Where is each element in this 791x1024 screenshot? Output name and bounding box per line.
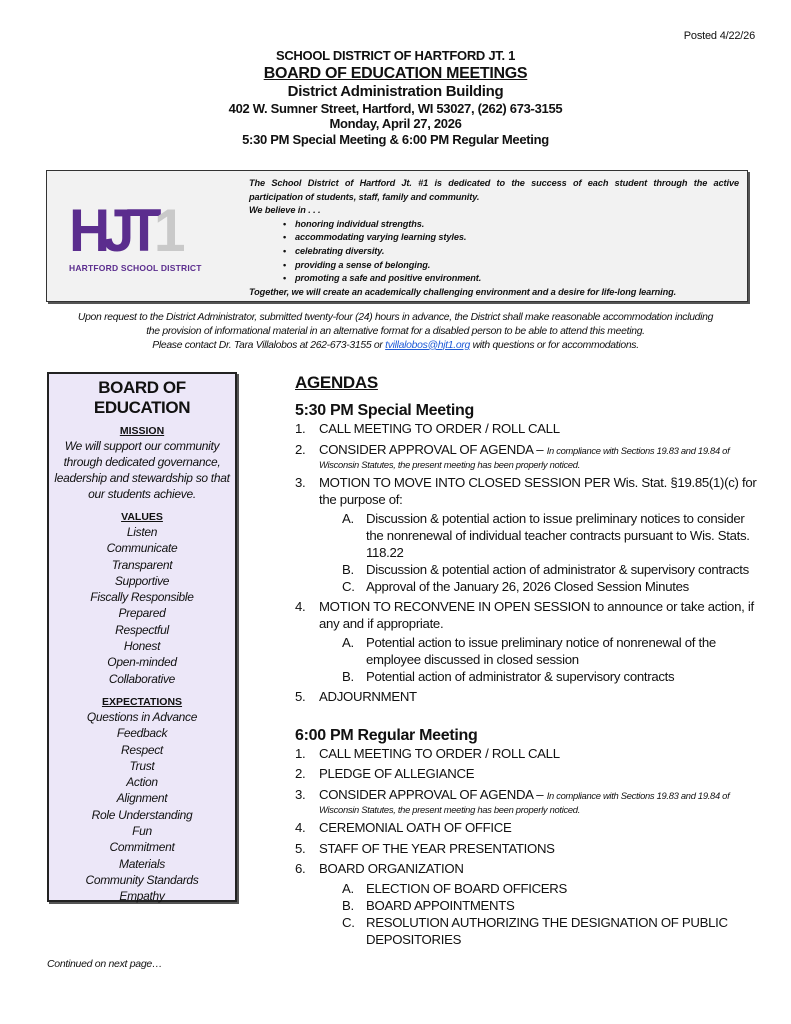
agenda-item (295, 746, 765, 763)
expectation-item: Alignment (116, 791, 168, 806)
agenda-item (295, 841, 765, 858)
sub-item-text: Discussion & potential action of administrator & supervisory contracts (366, 562, 749, 577)
item-text: PLEDGE OF ALLEGIANCE (319, 766, 475, 781)
expectation-item: Trust (129, 758, 155, 773)
expectation-item: Fun (132, 824, 152, 839)
values-list (49, 524, 235, 687)
value-item: Listen (126, 525, 158, 539)
item-number: 2. (295, 766, 306, 781)
agenda-item (295, 421, 765, 438)
continued-note: Continued on next page… (47, 958, 163, 970)
item-number: 6. (295, 861, 306, 876)
expectation-item: Materials (119, 856, 165, 871)
sub-item-list (295, 634, 765, 685)
belief-item: • providing a sense of belonging. (283, 259, 739, 273)
agenda-item (295, 599, 765, 685)
mission-intro-cont: participation of students, staff, family and community. (249, 191, 480, 202)
item-text: CONSIDER APPROVAL OF AGENDA – (319, 786, 547, 802)
expectation-item: Questions in Advance (86, 709, 198, 724)
agenda-item (295, 475, 765, 595)
agenda-sub-item (295, 914, 765, 948)
meeting-date: Monday, April 27, 2026 (329, 116, 462, 132)
belief-item: • accommodating varying learning styles. (283, 231, 739, 245)
item-number: 3. (295, 475, 306, 490)
expectations-heading: EXPECTATIONS (101, 695, 183, 708)
value-item: Fiscally Responsible (90, 590, 194, 605)
meeting-location: District Administration Building (287, 82, 504, 100)
agenda-item (295, 787, 765, 817)
item-text: MOTION TO RECONVENE IN OPEN SESSION to announce or take action, if any and if appropriate. (319, 599, 754, 631)
sub-item-letter: A. (342, 511, 354, 526)
agenda-item (295, 766, 765, 783)
value-item: Transparent (111, 557, 173, 572)
mission-statement (249, 177, 739, 299)
item-number: 5. (295, 689, 306, 704)
sub-item-list (295, 510, 765, 595)
item-number: 2. (295, 441, 306, 457)
belief-item: • celebrating diversity. (283, 245, 739, 259)
item-number: 3. (295, 786, 306, 802)
agenda-sub-item (295, 634, 765, 668)
agendas-title: AGENDAS (295, 373, 378, 392)
belief-lead: We believe in . . . (249, 205, 321, 216)
belief-list (249, 218, 739, 286)
agenda-item (295, 442, 765, 472)
mission-heading: MISSION (119, 425, 165, 437)
item-text: CALL MEETING TO ORDER / ROLL CALL (319, 745, 560, 761)
sub-item-text: BOARD APPOINTMENTS (366, 897, 515, 913)
agendas-section (295, 373, 765, 952)
compliance-note: Wisconsin Statutes, the present meeting has been properly noticed. (319, 459, 581, 470)
mission-closing: Together, we will create an academically challenging environment and a desire for life-long learning. (249, 286, 677, 297)
item-text: ADJOURNMENT (319, 689, 417, 704)
agenda-item (295, 861, 765, 948)
item-text: CONSIDER APPROVAL OF AGENDA – (319, 441, 547, 457)
expectation-item: Feedback (116, 726, 168, 741)
contact-text: with questions or for accommodations. (470, 339, 639, 351)
accommodation-line: the provision of informational material in an alternative format for a disabled person to be able to attend this meeting. (146, 325, 645, 337)
agenda-item (295, 689, 765, 706)
compliance-note: In compliance with Sections 19.83 and 19.84 of (546, 789, 730, 801)
page-title: BOARD OF EDUCATION MEETINGS (263, 64, 528, 82)
value-item: Collaborative (108, 671, 176, 686)
sub-item-text: ELECTION OF BOARD OFFICERS (366, 880, 568, 896)
item-text: CALL MEETING TO ORDER / ROLL CALL (319, 421, 560, 436)
value-item: Open-minded (107, 655, 177, 670)
agenda-sub-item (295, 668, 765, 685)
expectation-item: Action (126, 775, 158, 790)
sub-item-letter: C. (342, 914, 355, 930)
expectation-item: Commitment (109, 840, 175, 855)
sub-item-letter: B. (342, 669, 354, 684)
item-text: MOTION TO MOVE INTO CLOSED SESSION PER Wis. Stat. §19.85(1)(c) for the purpose of: (319, 475, 757, 507)
value-item: Supportive (114, 573, 170, 588)
sub-item-text: Potential action of administrator & supervisory contracts (366, 669, 675, 684)
district-mission-box (46, 170, 748, 302)
accommodation-notice (30, 311, 761, 352)
sub-item-letter: B. (342, 562, 354, 577)
agenda-sub-item (295, 561, 765, 578)
values-heading: VALUES (121, 511, 163, 523)
expectation-item: Empathy (119, 889, 165, 904)
sub-item-text: Approval of the January 26, 2026 Closed Session Minutes (366, 579, 689, 594)
value-item: Honest (123, 639, 161, 654)
agenda-sub-item (295, 880, 765, 897)
agenda-sub-item (295, 510, 765, 561)
compliance-note: In compliance with Sections 19.83 and 19.84 of (546, 444, 730, 456)
district-name: SCHOOL DISTRICT OF HARTFORD JT. 1 (275, 48, 516, 63)
item-text: CEREMONIAL OATH OF OFFICE (319, 820, 512, 835)
agenda-sub-item (295, 578, 765, 595)
contact-text: Please contact Dr. Tara Villalobos at 262-673-3155 or (152, 339, 386, 351)
meeting-address: 402 W. Sumner Street, Hartford, WI 53027, (262) 673-3155 (228, 100, 563, 116)
meeting-times: 5:30 PM Special Meeting & 6:00 PM Regular Meeting (242, 131, 549, 147)
board-mission-text: We will support our community through dedicated governance, leadership and stewardship so that our students achieve. (54, 439, 230, 501)
sub-item-text: RESOLUTION AUTHORIZING THE DESIGNATION OF PUBLIC DEPOSITORIES (366, 914, 728, 947)
belief-item: • honoring individual strengths. (283, 218, 739, 232)
value-item: Respectful (115, 622, 169, 637)
special-meeting-heading: 5:30 PM Special Meeting (295, 402, 474, 419)
sub-item-letter: B. (342, 897, 354, 913)
logo-letters: HJT1 (69, 197, 178, 264)
item-number: 4. (295, 599, 306, 614)
document-header (0, 48, 791, 148)
sub-item-text: Discussion & potential action to issue preliminary notices to consider the nonrenewal of individual teacher contracts pursuant to Wis. Stats. 118.22 (366, 511, 750, 560)
regular-meeting-heading: 6:00 PM Regular Meeting (295, 726, 478, 744)
sub-item-letter: A. (342, 635, 354, 650)
item-text: STAFF OF THE YEAR PRESENTATIONS (319, 840, 555, 856)
agenda-sub-item (295, 897, 765, 914)
sub-item-letter: A. (342, 880, 354, 896)
mission-intro: The School District of Hartford Jt. #1 is dedicated to the success of each student through the active (249, 178, 739, 188)
contact-line (30, 339, 761, 353)
expectation-item: Community Standards (85, 872, 199, 887)
hjt1-logo (69, 197, 219, 273)
posted-date: Posted 4/22/26 (683, 30, 755, 42)
belief-item: • promoting a safe and positive environment. (283, 272, 739, 286)
expectations-list (49, 709, 235, 905)
item-number: 1. (295, 421, 306, 436)
sub-item-letter: C. (342, 579, 355, 594)
sub-item-text: Potential action to issue preliminary notice of nonrenewal of the employee discussed in closed session (366, 635, 716, 667)
sidebar-title: BOARD OF EDUCATION (93, 378, 191, 417)
logo-subtitle: HARTFORD SCHOOL DISTRICT (69, 263, 202, 273)
item-text: BOARD ORGANIZATION (319, 861, 464, 876)
contact-email-link[interactable]: tvillalobos@hjt1.org (385, 339, 470, 351)
sub-item-list (295, 880, 765, 948)
item-number: 4. (295, 820, 306, 835)
expectation-item: Respect (121, 742, 163, 757)
expectation-item: Role Understanding (91, 807, 193, 822)
accommodation-line: Upon request to the District Administrator, submitted twenty-four (24) hours in advance, the District shall make reasonable accommodation including (77, 312, 714, 323)
board-sidebar (47, 372, 237, 902)
compliance-note: Wisconsin Statutes, the present meeting has been properly noticed. (319, 804, 581, 815)
agenda-item (295, 820, 765, 837)
value-item: Communicate (106, 541, 178, 556)
value-item: Prepared (118, 606, 166, 621)
item-number: 5. (295, 840, 306, 856)
item-number: 1. (295, 745, 306, 761)
